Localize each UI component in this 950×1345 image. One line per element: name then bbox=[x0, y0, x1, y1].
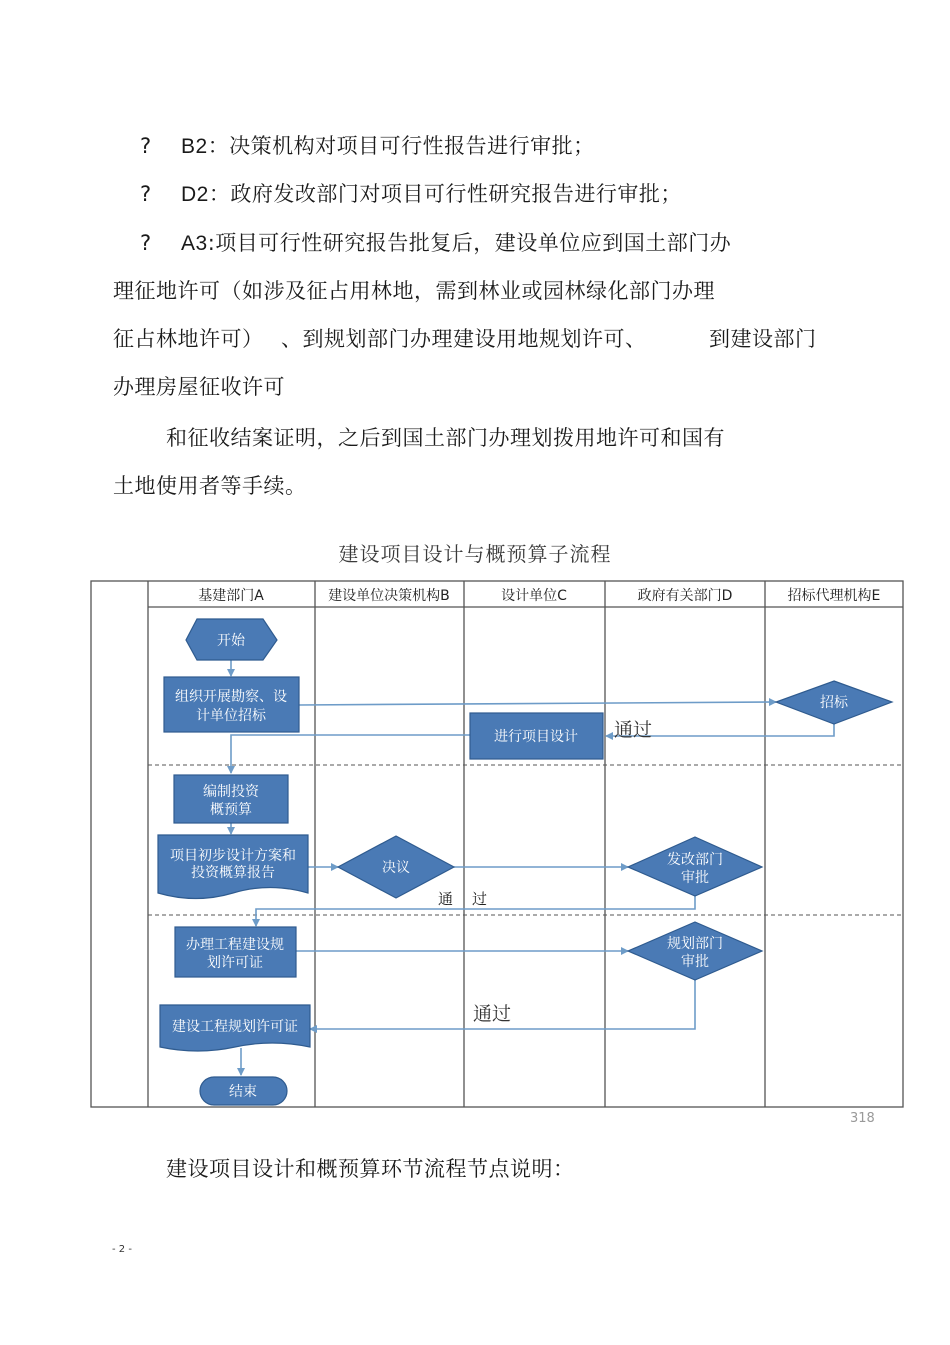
text-line: 办理房屋征收许可 bbox=[113, 375, 285, 399]
ndrc-label-2: 审批 bbox=[681, 870, 709, 886]
design-label: 进行项目设计 bbox=[494, 729, 578, 745]
text-line: 、到规划部门办理建设用地规划许可、 bbox=[281, 327, 647, 351]
diagram-title: 建设项目设计与概预算子流程 bbox=[338, 542, 612, 566]
planning-label-1: 规划部门 bbox=[667, 936, 723, 952]
item-code: B2 bbox=[181, 135, 208, 158]
pass-label: 通 bbox=[438, 890, 454, 908]
lane-header-b: 建设单位决策机构B bbox=[328, 588, 450, 604]
permit-label-1: 办理工程建设规 bbox=[186, 937, 284, 953]
end-label: 结束 bbox=[229, 1084, 257, 1100]
figure-number: 318 bbox=[850, 1111, 875, 1126]
permit-label-2: 划许可证 bbox=[207, 955, 263, 971]
item-text: ：决策机构对项目可行性报告进行审批； bbox=[207, 134, 595, 158]
text-line: 到建设部门 bbox=[709, 327, 817, 351]
organize-label-1: 组织开展勘察、设 bbox=[175, 689, 287, 705]
prelim-label-1: 项目初步设计方案和 bbox=[170, 848, 296, 864]
lane-header-a: 基建部门A bbox=[198, 588, 264, 604]
organize-label-2: 计单位招标 bbox=[196, 708, 266, 724]
tender-label: 招标 bbox=[820, 695, 848, 711]
item-code: A3 bbox=[181, 232, 208, 255]
pass-label: 通过 bbox=[473, 1003, 512, 1025]
cert-label: 建设工程规划许可证 bbox=[172, 1019, 298, 1035]
bullet-marker: ? bbox=[140, 231, 152, 255]
prelim-label-2: 投资概算报告 bbox=[191, 865, 275, 881]
section-intro: 建设项目设计和概预算环节流程节点说明： bbox=[166, 1157, 575, 1181]
page-number: - 2 - bbox=[112, 1244, 132, 1255]
item-code: D2 bbox=[181, 183, 209, 206]
lane-header-d: 政府有关部门D bbox=[637, 588, 733, 604]
ndrc-label-1: 发改部门 bbox=[667, 852, 723, 868]
compile-label-2: 概预算 bbox=[210, 802, 252, 818]
bullet-marker: ? bbox=[140, 134, 152, 158]
item-text: :项目可行性研究报告批复后，建设单位应到国土部门办 bbox=[207, 231, 732, 255]
pass-label: 过 bbox=[472, 890, 488, 908]
planning-label-2: 审批 bbox=[681, 954, 709, 970]
item-text: ：政府发改部门对项目可行性研究报告进行审批； bbox=[208, 182, 682, 206]
compile-label-1: 编制投资 bbox=[203, 784, 259, 800]
start-label: 开始 bbox=[217, 633, 245, 649]
resolution-label: 决议 bbox=[382, 860, 410, 876]
text-line: 征占林地许可） bbox=[113, 327, 264, 351]
bullet-marker: ? bbox=[140, 182, 152, 206]
lane-header-c: 设计单位C bbox=[501, 588, 567, 604]
lane-header-e: 招标代理机构E bbox=[787, 588, 881, 604]
pass-label: 通过 bbox=[614, 719, 653, 741]
text-line: 和征收结案证明，之后到国土部门办理划拨用地许可和国有 bbox=[166, 426, 725, 450]
text-line: 理征地许可（如涉及征占用林地，需到林业或园林绿化部门办理 bbox=[113, 279, 715, 303]
text-line: 土地使用者等手续。 bbox=[113, 474, 307, 498]
